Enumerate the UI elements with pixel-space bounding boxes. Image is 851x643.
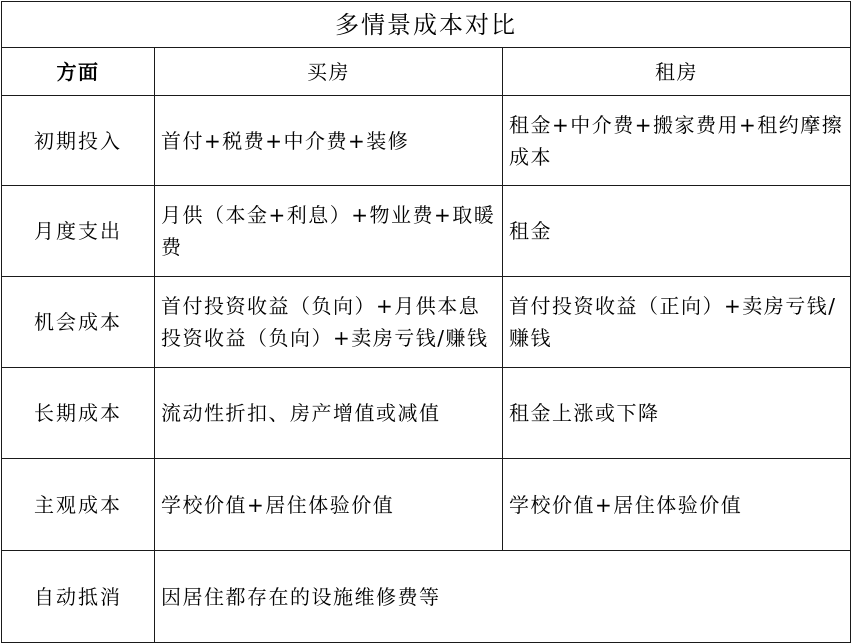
aspect-cell: 初期投入 xyxy=(2,96,155,186)
table-row-auto-offset xyxy=(2,551,851,643)
header-aspect: 方面 xyxy=(2,48,155,96)
table-row-opportunity-cost xyxy=(2,277,851,368)
cost-comparison-table xyxy=(1,1,851,643)
rent-cell: 租金上涨或下降 xyxy=(503,368,851,459)
rent-cell: 租金+中介费+搬家费用+租约摩擦成本 xyxy=(503,96,851,186)
table-row-subjective-cost xyxy=(2,459,851,551)
table-row-initial-investment xyxy=(2,96,851,186)
buy-cell: 学校价值+居住体验价值 xyxy=(155,459,503,551)
buy-cell: 首付投资收益（负向）+月供本息投资收益（负向）+卖房亏钱/赚钱 xyxy=(155,277,503,368)
table-title: 多情景成本对比 xyxy=(2,2,851,48)
aspect-cell: 自动抵消 xyxy=(2,551,155,643)
aspect-cell: 机会成本 xyxy=(2,277,155,368)
header-rent: 租房 xyxy=(503,48,851,96)
header-row xyxy=(2,48,851,96)
header-buy: 买房 xyxy=(155,48,503,96)
merged-cell: 因居住都存在的设施维修费等 xyxy=(155,551,851,643)
table-row-long-term-cost xyxy=(2,368,851,459)
aspect-cell: 长期成本 xyxy=(2,368,155,459)
rent-cell: 租金 xyxy=(503,186,851,277)
table-row-monthly-expense xyxy=(2,186,851,277)
buy-cell: 月供（本金+利息）+物业费+取暖费 xyxy=(155,186,503,277)
rent-cell: 学校价值+居住体验价值 xyxy=(503,459,851,551)
title-row xyxy=(2,2,851,48)
aspect-cell: 主观成本 xyxy=(2,459,155,551)
rent-cell: 首付投资收益（正向）+卖房亏钱/赚钱 xyxy=(503,277,851,368)
buy-cell: 首付+税费+中介费+装修 xyxy=(155,96,503,186)
buy-cell: 流动性折扣、房产增值或减值 xyxy=(155,368,503,459)
aspect-cell: 月度支出 xyxy=(2,186,155,277)
